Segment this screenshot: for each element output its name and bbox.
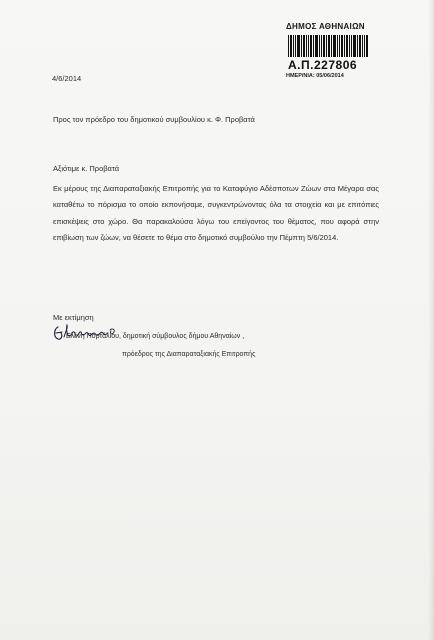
- stamp-organization: ΔΗΜΟΣ ΑΘΗΝΑΙΩΝ: [286, 22, 365, 31]
- letter-body: Εκ μέρους της Διαπαραταξιακής Επιτροπής για το Καταφύγιο Αδέσποτων Ζώων στα Μέγαρα σας καταθέτω το πόρισμα το οποίο εκπονήσαμε, συγκεντρώνοντας όλα τα στοιχεία και με επιτόπιες επισκέψεις στο χώρο. Θα παρακαλούσα λόγω του επείγοντος του θέματος, που αφορά στην επιβίωση των ζώων, να θέσετε το θέμα στο δημοτικό συμβούλιο την Πέμπτη 5/6/2014.: [53, 184, 379, 242]
- letter-salutation: Αξιότιμε κ. Προβατά: [53, 164, 120, 173]
- letter-date: 4/6/2014: [52, 74, 82, 83]
- letter-closing: Με εκτίμηση: [53, 313, 94, 322]
- signer-role: πρόεδρος της Διαπαραταξιακής Επιτροπής: [122, 351, 256, 358]
- registration-number: Α.Π.227806: [288, 58, 358, 72]
- registration-stamp: [274, 22, 374, 82]
- registration-date: ΗΜΕΡ/ΝΙΑ: 05/06/2014: [286, 73, 344, 79]
- letter-addressee: Προς τον πρόεδρο του δημοτικού συμβουλίου κ. Φ. Προβατά: [53, 115, 255, 124]
- signer-name: Ελένη Πορτάλιου, δημοτική σύμβουλος δήμου Αθηναίων ,: [66, 333, 245, 340]
- barcode-image: [288, 35, 368, 57]
- page-edge-shadow: [428, 0, 434, 640]
